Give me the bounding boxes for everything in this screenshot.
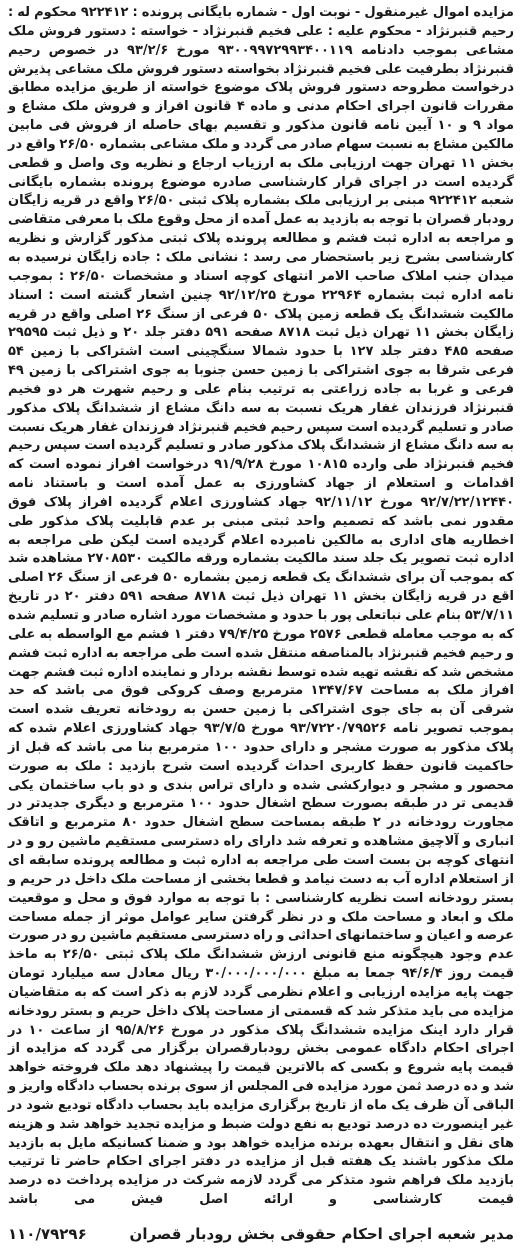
notice-text — [8, 4, 514, 1210]
notice-signature: مدیر شعبه اجرای احکام حقوقی بخش رودبار قصران — [129, 1225, 514, 1243]
notice-body: بموجب دادنامه ۹۳۰۰۹۹۷۲۹۹۳۴۰۰۱۱۹ مورخ ۹۳/۲/۶ در خصوص رحیم قنبرنژاد بطرفیت علی فخیم قنبرنژاد بخواسته دستور فروش ملک مشاعی پذیرش درخواست مطروحه دستور فروش پلاک موضوع خواسته از طریق مزایده مطابق مقررات قانون اجرای احکام مدنی و ماده ۴ قانون افراز و فروش ملک مشاع و مواد ۹ و ۱۰ آیین نامه قانون مذکور و تقسیم بهای حاصله از فروش فی مابین مالکین مشاع به نسبت سهام صادر می گردد و ملک مشاعی بشماره ۲۶/۵۰ واقع در بخش ۱۱ تهران جهت ارزیابی ملک به ارزیاب ارجاع و نظریه وی واصل و قطعی گردیده است در اجرای قرار کارشناسی صادره موضوع پرونده بشماره بایگانی شعبه ۹۲۲۴۱۲ مبنی بر ارزیابی ملک بشماره پلاک ثبتی ۲۶/۵۰ واقع در قریه زایگان رودبار قصران با توجه به بازدید به عمل آمده از محل وقوع ملک با معرفی متقاضی و مراجعه به اداره ثبت فشم و مطالعه پرونده پلاک ثبتی مذکور گزارش و نظریه کارشناسی بشرح زیر باستحضار می رسد : نشانی ملک : جاده زایگان نرسیده به میدان جنب املاک صاحب الامر انتهای کوچه اسناد و مشخصات ۲۶/۵۰ : بموجب نامه اداره ثبت بشماره ۲۲۹۶۴ مورخ ۹۲/۱۲/۲۵ چنین اشعار گشته است : اسناد مالکیت ششدانگ یک قطعه زمین پلاک ۵۰ فرعی از سنگ ۲۶ اصلی واقع در قریه زایگان بخش ۱۱ تهران ذیل ثبت ۸۷۱۸ صفحه ۵۹۱ دفتر جلد ۲۰ و ذیل ثبت ۲۹۵۹۵ صفحه ۴۸۵ دفتر جلد ۱۲۷ با حدود شمالا سنگچینی است اشتراکی با زمین ۵۴ فرعی شرقا به جوی اشتراکی با زمین حسن جنوبا به جوی اشتراکی با زمین ۴۹ فرعی و غربا به جاده زراعتی به ترتیب بنام علی و رحیم شهرت هر دو فخیم قنبرنژاد فرزندان غفار هریک نسبت به سه دانگ مشاع از ششدانگ پلاک مذکور صادر و تسلیم گردیده است سپس رحیم فخیم قنبرنژاد فرزندان غفار هریک نسبت به سه دانگ مشاع از ششدانگ پلاک مذکور صادر و تسلیم گردیده است سپس رحیم فخیم قنبرنژاد طی وارده ۱۰۸۱۵ مورخ ۹۱/۹/۲۸ درخواست افراز نموده است که اقدامات و استعلام از جهاد کشاورزی به عمل آمده است و باستناد نامه ۹۲/۷/۲۲/۱۲۴۴۰ مورخ ۹۲/۱۱/۱۲ جهاد کشاورزی اعلام گردیده افراز پلاک فوق مقدور نمی باشد که تصمیم واحد ثبتی مبنی بر عدم قابلیت پلاک مذکور طی اخطاریه های اداری به مالکین نامبرده اعلام گردیده است لیکن طی مراجعه به اداره ثبت تصویر یک جلد سند مالکیت بشماره ورقه مالکیت ۲۷۰۸۵۳۰ مشاهده شد که بموجب آن برای ششدانگ یک قطعه زمین بشماره ۵۰ فرعی از سنگ ۲۶ اصلی اقع در قریه زایگان بخش ۱۱ تهران ذیل ثبت ۸۷۱۸ صفحه ۵۹۱ دفتر ۲۰ در تاریخ ۵۳/۷/۱۱ بنام علی نباتعلی پور با حدود و مشخصات مورد اشاره صادر و تسلیم شده که به موجب معامله قطعی ۲۵۷۶ مورخ ۷۹/۴/۲۵ دفتر ۱ فشم مع الواسطه به علی و رحیم فخیم قنبرنژاد بالمناصفه منتقل شده است طی مراجعه به اداره ثبت فشم مشخص شد که نقشه تهیه شده توسط نقشه بردار و نماینده اداره ثبت فشم جهت افراز ملک به مساحت ۱۳۴۷/۶۷ مترمربع وصف کروکی فوق می باشد که حد شرقی آن به جای جوی اشتراکی با زمین حسن به رودخانه تعریف شده است بموجب تصویر نامه ۹۳/۷۲۲۰/۷۹۵۲۶ مورخ ۹۳/۷/۵ جهاد کشاورزی اعلام شده که پلاک مذکور به صورت مشجر و دارای حدود ۱۰۰ مترمربع بنا می باشد که قبل از حاکمیت قانون حفظ کاربری احداث گردیده است شرح بازدید : ملک به صورت محصور و مشجر و دیوارکشی شده و دارای تراس بندی و دو باب ساختمان یکی قدیمی تر در طبقه بصورت سطح اشغال حدود ۱۰۰ مترمربع و دیگری جدیدتر در مجاورت رودخانه در ۲ طبقه بمساحت سطح اشغال حدود ۸۰ مترمربع و اتاقک انباری و آلاچیق مشاهده و تعرفه شد دارای راه دسترسی مستقیم ماشین رو و در انتهای کوچه بن بست است طی مراجعه به اداره ثبت و مطالعه پرونده سابقه ای از استعلام اداره آب به دست نیامد و قطعا بخشی از مساحت ملک داخل در حریم و بستر رودخانه است نظریه کارشناسی : با توجه به موارد فوق و محل و موقعیت ملک و ابعاد و مساحت ملک و در نظر گرفتن سایر عوامل موثر از جمله مساحت عرصه و اعیان و ساختمانهای احداثی و راه دسترسی مستقیم ماشین رو در صورت عدم وجود هیچگونه منع قانونی ارزش ششدانگ ملک پلاک ثبتی ۲۶/۵۰ به ماخذ قیمت روز ۹۴/۶/۴ جمعا به مبلغ ۳۰/۰۰۰/۰۰۰/۰۰۰ ریال معادل سه میلیارد تومان جهت پایه مزایده ارزیابی و اعلام نظرمی گردد لازم به ذکر است که به متقاضیان مزایده می باید متذکر شد که قسمتی از مساحت پلاک داخل حریم و بستر رودخانه قرار دارد اینک مزایده ششدانگ پلاک مذکور در مورخ ۹۵/۸/۲۶ از ساعت ۱۰ در اجرای احکام دادگاه عمومی بخش رودبارقصران برگزار می گردد که مزایده از قیمت پایه شروع و بکسی که بالاترین قیمت را پیشنهاد دهد ملک فروخته خواهد شد و ده درصد ثمن مورد مزایده فی المجلس از سوی برنده بحساب دادگاه واریز و الباقی آن ظرف یک ماه از تاریخ برگزاری مزایده باید بحساب دادگاه تودیع شود در غیر اینصورت ده درصد تودیع به نفع دولت ضبط و مزایده تجدید خواهد شد و هزینه های نقل و انتقال بعهده برنده مزایده خواهد بود و ضمنا کسانیکه مایل به بازدید ملک مذکور باشند یک هفته قبل از مزایده در دفتر اجرای احکام حاضر تا ترتیب بازدید ملک فراهم شود متذکر می گردد لازمه شرکت در مزایده پرداخت ده درصد قیمت کارشناسی و ارائه اصل فیش می باشد — [8, 42, 515, 1208]
notice-footer — [8, 1225, 514, 1243]
notice-heading: مزایده اموال غیرمنقول - نوبت اول - شماره بایگانی پرونده : ۹۲۲۴۱۲ محکوم له : رحیم قنبرنژاد - محکوم علیه : علی فخیم قنبرنژاد - خواسته : دستور فروش ملک مشاعی — [8, 5, 515, 58]
notice-reference-number: ۱۱۰/۷۹۲۹۶ — [8, 1225, 87, 1243]
